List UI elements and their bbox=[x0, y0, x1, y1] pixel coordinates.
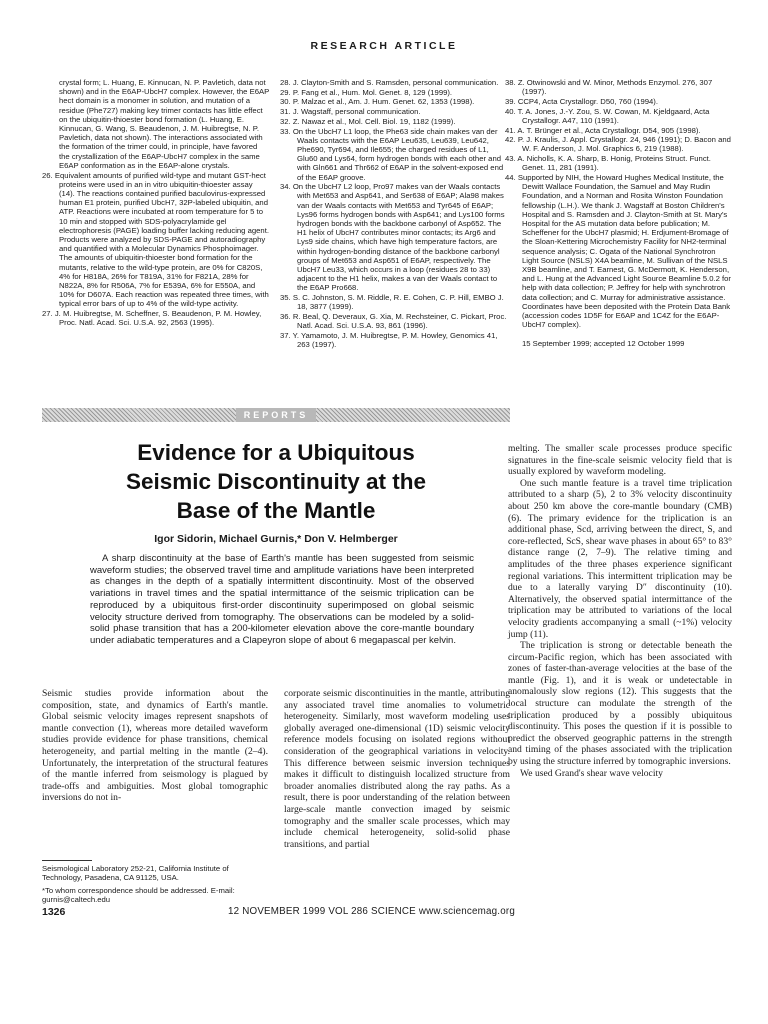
reference-item: 29. P. Fang et al., Hum. Mol. Genet. 8, 129 (1999). bbox=[280, 87, 453, 97]
body-column-1 bbox=[42, 688, 268, 804]
page-number: 1326 bbox=[42, 906, 66, 918]
body-paragraph: One such mantle feature is a travel time triplication attributed to a sharp (5), 2 to 3% velocity discontinuity about 250 km above the core-mantle boundary (CMB) (6). The primary evidence for the triplication is an additional phase, Scd, arriving between the direct, S, and core-reflected, ScS, shear wave phases in about 65° to 83° distance range (2, 7–9). The relative timing and amplitudes of the three phases experience significant regional variations. This intermittent triplication may be due to a laterally varying D″ discontinuity (10). Alternatively, the observed spatial intermittance of the triplication may be attributed to variations of the local velocity gradients accompanying a small (~1%) velocity jump (11). bbox=[508, 477, 732, 640]
reference-item: 27. J. M. Huibregtse, M. Scheffner, S. Beaudenon, P. M. Howley, Proc. Natl. Acad. Sci. U.S.A. 92, 2563 (1995). bbox=[42, 309, 262, 328]
reference-item: 43. A. Nicholls, K. A. Sharp, B. Honig, Proteins Struct. Funct. Genet. 11, 281 (1991). bbox=[505, 154, 711, 173]
body-paragraph: melting. The smaller scale processes produce specific signatures in the fine-scale seismic velocity field that is usually explored by waveform modeling. bbox=[508, 443, 732, 478]
body-column-2 bbox=[284, 688, 510, 850]
reports-label: REPORTS bbox=[236, 408, 316, 422]
reference-item: 36. R. Beal, Q. Deveraux, G. Xia, M. Rechsteiner, C. Pickart, Proc. Natl. Acad. Sci. U.S.A. 93, 861 (1996). bbox=[280, 312, 507, 331]
body-paragraph: corporate seismic discontinuities in the mantle, attributing any associated travel time anomalies to volumetric heterogeneity. Similarly, most waveform modeling uses globally averaged one-dimensional (1D) seismic velocity reference models focusing on isolated regions without consideration of the geographical variations in velocity. This difference between seismic inversion techniques makes it difficult to distinguish localized structure from broader anomalies distributed along the ray paths. As a result, there is poor understanding of the relation between large-scale mantle convection imaged by seismic tomography and the smaller scale processes, which may include chemical heterogeneity, solid-solid phase transitions, and partial bbox=[284, 688, 510, 850]
title-line: Base of the Mantle bbox=[176, 498, 376, 523]
references-column-3 bbox=[505, 78, 731, 349]
body-paragraph: Seismic studies provide information about the composition, state, and dynamics of Earth's mantle. Global seismic velocity images represent snapshots of mantle convection (1), whereas more detailed waveform studies provide evidence for phase transitions, chemical heterogeneity, and partial melting in the mantle (2–4). Unfortunately, the interpretation of the structural features of the mantle inferred from seismology is plagued by trade-offs and ambiguities. Most global tomographic inversions do not in- bbox=[42, 688, 268, 804]
journal-citation-line: 12 NOVEMBER 1999 VOL 286 SCIENCE www.sciencemag.org bbox=[228, 906, 515, 917]
author-list: Igor Sidorin, Michael Gurnis,* Don V. Helmberger bbox=[154, 533, 398, 545]
reference-item: 38. Z. Otwinowski and W. Minor, Methods Enzymol. 276, 307 (1997). bbox=[505, 78, 713, 97]
references-column-1 bbox=[42, 78, 270, 328]
reference-item: 30. P. Malzac et al., Am. J. Hum. Genet. 62, 1353 (1998). bbox=[280, 97, 475, 107]
title-line: Evidence for a Ubiquitous bbox=[137, 440, 415, 465]
reference-item: 41. A. T. Brünger et al., Acta Crystallogr. D54, 905 (1998). bbox=[505, 125, 701, 135]
references-column-2 bbox=[280, 78, 508, 350]
reference-item: 39. CCP4, Acta Crystallogr. D50, 760 (1994). bbox=[505, 96, 658, 106]
reference-item: 31. J. Wagstaff, personal communication. bbox=[280, 107, 421, 117]
abstract: A sharp discontinuity at the base of Earth's mantle has been suggested from seismic waveform studies; the observed travel time and amplitude variations have been interpreted as changes in the depth of a spatially intermittent discontinuity. Most of the observed variations in travel times and the spatial intermittance of the seismic triplication can be reproduced by a ubiquitous first-order discontinuity superimposed on global seismic velocity structure derived from tomography. The observations can be modeled by a solid-solid phase transition that has a 200-kilometer elevation above the core-mantle boundary under adiabatic temperatures and a Clapeyron slope of about 6 megapascal per kelvin. bbox=[90, 553, 474, 646]
article-title bbox=[66, 438, 486, 525]
reference-item: 26. Equivalent amounts of purified wild-type and mutant GST-hect proteins were used in an in vitro ubiquitin-thioester assay (14). The reactions contained purified baculovirus-expressed human E1 protein, purified UbcH7, 32P-labeled ubiquitin, and ATP. Reactions were incubated at room temperature for 5 to 10 min and stopped with SDS-polyacrylamide gel electrophoresis (PAGE) loading buffer lacking reducing agent. Products were analyzed by SDS-PAGE and autoradiography and quantified with a Molecular Dynamics Phosphoimager. The amounts of ubiquitin-thioester bond formation for the mutants, relative to the wild-type protein, are 0% for C820S, 4% for H818A, 26% for T819A, 31% for F821A, 28% for N822A, 8% for R506A, 7% for E539A, 6% for E550A, and 10% for D607A. Each reaction was repeated three times, with typical error bars of up to 4% of the wild-type activity. bbox=[42, 170, 269, 309]
reports-section-bar bbox=[42, 408, 510, 422]
footnotes bbox=[42, 864, 268, 908]
reference-item: 42. P. J. Kraulis, J. Appl. Crystallogr. 24, 946 (1991); D. Bacon and W. F. Anderson, J. Mol. Graphics 6, 219 (1988). bbox=[505, 135, 731, 154]
reference-item: 37. Y. Yamamoto, J. M. Huibregtse, P. M. Howley, Genomics 41, 263 (1997). bbox=[280, 330, 498, 350]
body-paragraph: The triplication is strong or detectable beneath the circum-Pacific region, which has been associated with zones of faster-than-average velocities at the base of the mantle (Fig. 1), and it is weak or undetectable in anomalously slow regions (12). This suggests that the local structure can modulate the strength of the triplication produced by a possibly ubiquitous discontinuity. This poses the question if it is possible to predict the observed geographic patterns in the strength and timing of the phases associated with the triplication by using the structure inferred by tomographic inversions. bbox=[508, 640, 732, 768]
reference-item: 35. S. C. Johnston, S. M. Riddle, R. E. Cohen, C. P. Hill, EMBO J. 18, 3877 (1999). bbox=[280, 293, 504, 312]
section-header: RESEARCH ARTICLE bbox=[310, 40, 458, 52]
reference-item: 34. On the UbcH7 L2 loop, Pro97 makes van der Waals contacts with Met653 and Asp641, and Ser638 of E6AP; Ala98 makes van der Waals contacts with Met653 and Tyr645 of E6AP; Lys96 forms hydrogen bonds with Asp641; and Lys100 forms hydrogen bonds with the backbone carbonyl of Asp652. The H1 helix of UbcH7 contributes minor contacts; its Arg6 and Lys9 side chains, which have high temperature factors, are within hydrogen-bonding distance of the backbone carbonyl groups of Met653 and Asp651 of E6AP, respectively. The UbcH7 Leu33, which occurs in a loop (residues 28 to 33) adjacent to the H1 helix, makes a van der Waals contact to the E6AP Pro668. bbox=[280, 182, 505, 293]
reference-item: 44. Supported by NIH, the Howard Hughes Medical Institute, the Dewitt Wallace Foundation, the Samuel and May Rudin Foundation, and a Norman and Rosita Winston Foundation fellowship (L.H.). We thank J. Wagstaff at Boston Children's Hospital and S. Ramsden and J. Clayton-Smith at St. Mary's Hospital for the AS mutation data before publication; M. Scheffener for the UbcH7 plasmid; H. Erdjument-Bromage of the Sloan-Kettering Microchemistry Facility for NH2-terminal sequence analysis; C. Ogata of the National Synchrotron Light Source (NSLS) X4A beamline, M. Sullivan of the NSLS X9B beamline, and T. Earnest, G. McDermott, K. Henderson, and L. Hung at the Advanced Light Source Beamline 5.0.2 for help with data collection; P. Jeffrey for help with synchrotron data collection; and C. Murray for administrative assistance. Coordinates have been deposited with the Protein Data Bank (accession codes 1D5F for E6AP and 1C4Z for the E6AP-UbcH7 complex). bbox=[505, 173, 731, 330]
reference-item: crystal form; L. Huang, E. Kinnucan, N. P. Pavletich, data not shown) and in the E6AP-UbcH7 complex. However, the E6AP hect domain is a monomer in solution, and mutation of a residue (Phe727) making key trimer contacts has little effect on the ubiquitin-thioester bond formation (L. Huang, E. Kinnucan, G. Wang, S. Beaudenon, J. M. Huibregtse, N. P. Pavletich, data not shown). The interactions associated with the formation of the trimer could, in principle, have favored the crystallization of the E6AP-UbcH7 complex in the same E6AP conformation as in the E6AP-alone crystals. bbox=[59, 78, 270, 170]
body-paragraph: We used Grand's shear wave velocity bbox=[520, 767, 663, 779]
reference-item: 33. On the UbcH7 L1 loop, the Phe63 side chain makes van der Waals contacts with the E6AP Leu635, Leu639, Leu642, Phe690, Tyr694, and Ile655; the charged residues of L1, Glu60 and Lys64, form hydrogen bonds with each other and with Gln661 and Thr662 of E6AP in the solvent-exposed end of the E6AP groove. bbox=[280, 126, 504, 182]
title-line: Seismic Discontinuity at the bbox=[125, 469, 427, 494]
reference-item: 28. J. Clayton-Smith and S. Ramsden, personal communication. bbox=[280, 78, 499, 87]
reference-item: 40. T. A. Jones, J.-Y. Zou, S. W. Cowan, M. Kjeldgaard, Acta Crystallogr. A47, 110 (1991). bbox=[505, 106, 710, 125]
footnote-divider bbox=[42, 860, 92, 861]
body-column-3 bbox=[508, 443, 732, 779]
affiliation-footnote: Seismological Laboratory 252-21, California Institute of Technology, Pasadena, CA 91125, USA. bbox=[42, 864, 229, 883]
received-accepted-dates: 15 September 1999; accepted 12 October 1999 bbox=[522, 339, 685, 349]
correspondence-footnote: *To whom correspondence should be addressed. E-mail: gurnis@caltech.edu bbox=[42, 885, 235, 905]
reference-item: 32. Z. Nawaz et al., Mol. Cell. Biol. 19, 1182 (1999). bbox=[280, 116, 456, 126]
